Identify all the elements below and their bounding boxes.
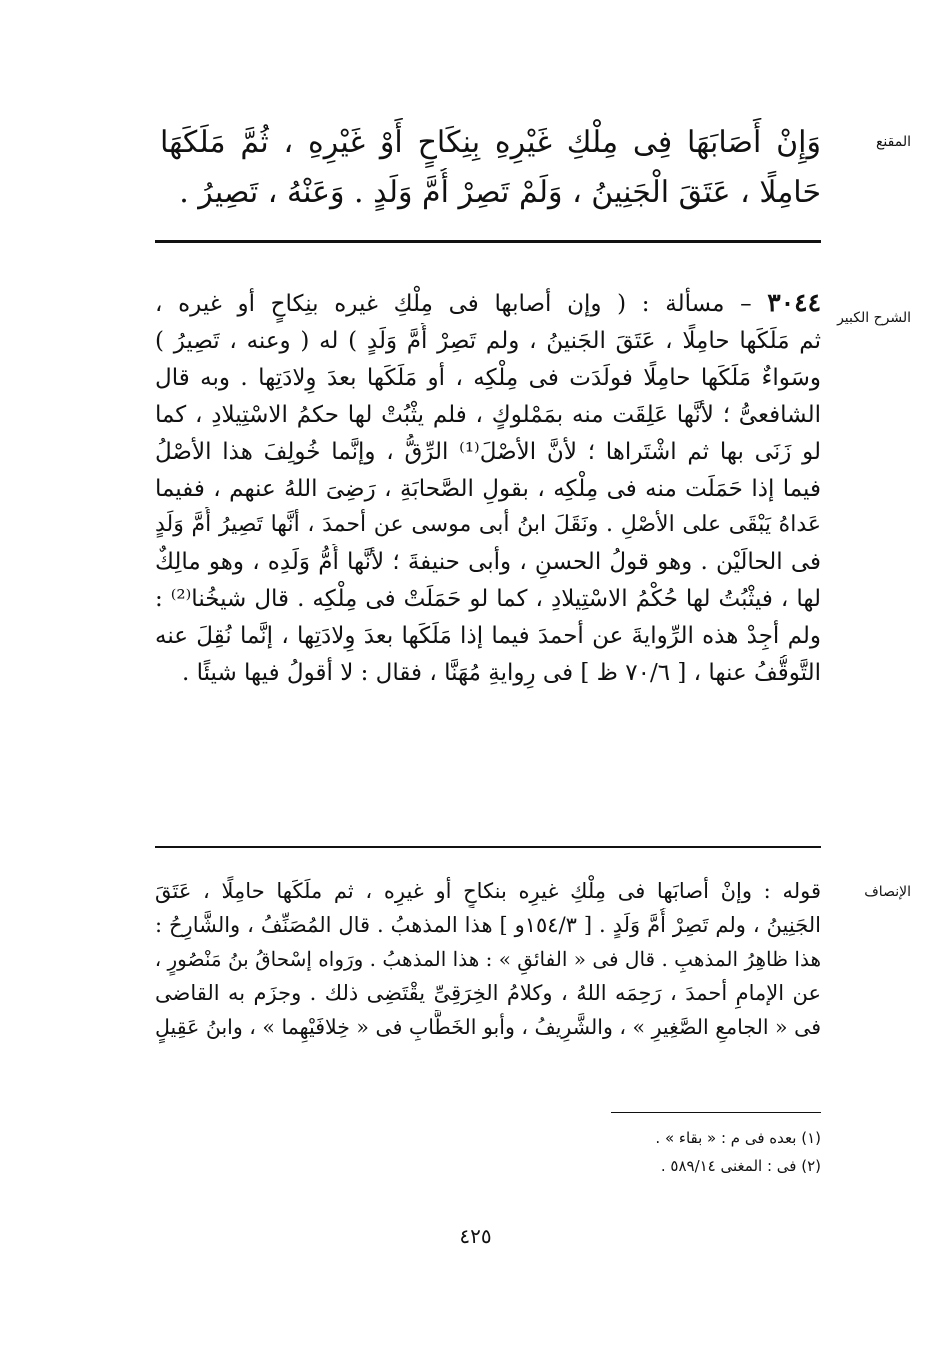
footnotes <box>400 1124 821 1180</box>
masala-heading: – مسألة : ( وإن أصابها فى مِلْكِ غيره بنِكاحٍ أو غيره ، <box>155 291 752 317</box>
muqni-text <box>160 118 821 218</box>
text-line: عن الإمامِ أحمدَ ، رَحِمَه اللهُ ، وكلامُ الخِرَقِىِّ يقْتَضِى ذلك . وجزَم به القاضى <box>155 981 821 1005</box>
page-number: ٤٢٥ <box>459 1224 492 1248</box>
masala-number: ٣٠٤٤ <box>767 288 821 317</box>
text-line: الجَنِينُ ، ولم تَصِرْ أُمَّ وَلَدٍ . [ ١٥٤/٣و ] هذا المذهبُ . قال المُصَنِّفُ ، والشَّارِحُ : <box>155 913 821 937</box>
footnote: (١) بعده فى م : « بقاء » . <box>655 1129 821 1147</box>
section-divider <box>155 240 821 243</box>
text-line: فيما إذا حَمَلَت منه فى مِلْكِه ، بقولِ الصَّحابَةِ ، رَضِىَ اللهُ عنهم ، ففيما <box>155 475 821 502</box>
footnote-divider <box>611 1112 821 1113</box>
insaf-text <box>155 874 821 1044</box>
text-line: التَّوقُّفُ عنها ، [ ٧٠/٦ ظ ] فى رِوايةِ مُهَنَّا ، فقال : لا أقولُ فيها شيئًا . <box>181 660 821 687</box>
text-line: لها ، فيثْبُتُ لها حُكْمُ الاسْتِيلادِ ، كما لو حَمَلَتْ فى مِلْكِه . قال شيخُنا⁽²⁾ : <box>155 586 821 613</box>
text-line: الشافعىُّ ؛ لأنَّها عَلِقَت منه بمَمْلوكٍ ، فلم يثْبُتْ لها حكمُ الاسْتِيلادِ ، كما <box>155 401 821 428</box>
text-line: وسَواءٌ مَلَكَها حامِلًا فولَدَت فى مِلْكِه ، أو مَلَكَها بعدَ وِلادَتِها . وبه قال <box>155 364 821 391</box>
footnote: (٢) فى : المغنى ٥٨٩/١٤ . <box>660 1157 821 1175</box>
text-line: هذا ظاهِرُ المذهبِ . قال فى « الفائقِ » : هذا المذهبُ . ورَواه إسْحاقُ بنُ مَنْصُورٍ ، <box>155 947 821 971</box>
text-line: فى الحالَيْن . وهو قولُ الحسنِ ، وأبى حنيفةَ ؛ لأنَّها أُمُّ وَلَدِه ، وهو مالِكٌ <box>155 549 821 576</box>
text-line: عَداهُ يَبْقَى على الأصْلِ . ونَقَلَ ابنُ أبى موسى عن أحمدَ ، أنَّها تَصِيرُ أُمَّ وَلَدٍ <box>155 512 821 538</box>
text-line: ثم مَلَكَها حامِلًا ، عَتَقَ الجَنينُ ، ولم تَصِرْ أُمَّ وَلَدٍ ) له ( وعنه ، تَصِيرُ ) <box>155 327 821 354</box>
text-line <box>155 285 821 323</box>
text-line: لو زَنَى بها ثم اشْتَراها ؛ لأنَّ الأصْلَ⁽¹⁾ الرِّقُّ ، وإنَّما خُولِفَ هذا الأصْلُ <box>155 438 821 465</box>
section-divider <box>155 846 821 848</box>
text-line: فى « الجامعِ الصَّغِيرِ » ، والشَّرِيفُ ، وأبو الخَطَّابِ فى « خِلافَيْهِما » ، وابنُ عَقِيلٍ <box>155 1015 821 1039</box>
text-line: قوله : وإنْ أصابَها فى مِلْكِ غيرِه بنكاحٍ أو غيرِه ، ثم ملَكَها حامِلًا ، عَتَقَ <box>155 879 821 903</box>
section-label-insaf: الإنصاف <box>864 884 911 900</box>
section-label-muqni: المقنع <box>875 134 911 150</box>
sharh-text <box>155 285 821 692</box>
text-line: حَامِلًا ، عَتَقَ الْجَنِينُ ، وَلَمْ تَصِرْ أُمَّ وَلَدٍ . وَعَنْهُ ، تَصِيرُ . <box>179 175 821 210</box>
section-label-sharh: الشرح الكبير <box>837 310 911 326</box>
text-line: ولم أجِدْ هذه الرِّوايةَ عن أحمدَ فيما إذا مَلَكَها بعدَ وِلادَتِها ، إنَّما نُقِلَ عنه <box>155 623 821 650</box>
text-line: وَإِنْ أَصَابَهَا فِى مِلْكِ غَيْرِهِ بِنِكَاحٍ أَوْ غَيْرِهِ ، ثُمَّ مَلَكَهَا <box>160 125 821 160</box>
